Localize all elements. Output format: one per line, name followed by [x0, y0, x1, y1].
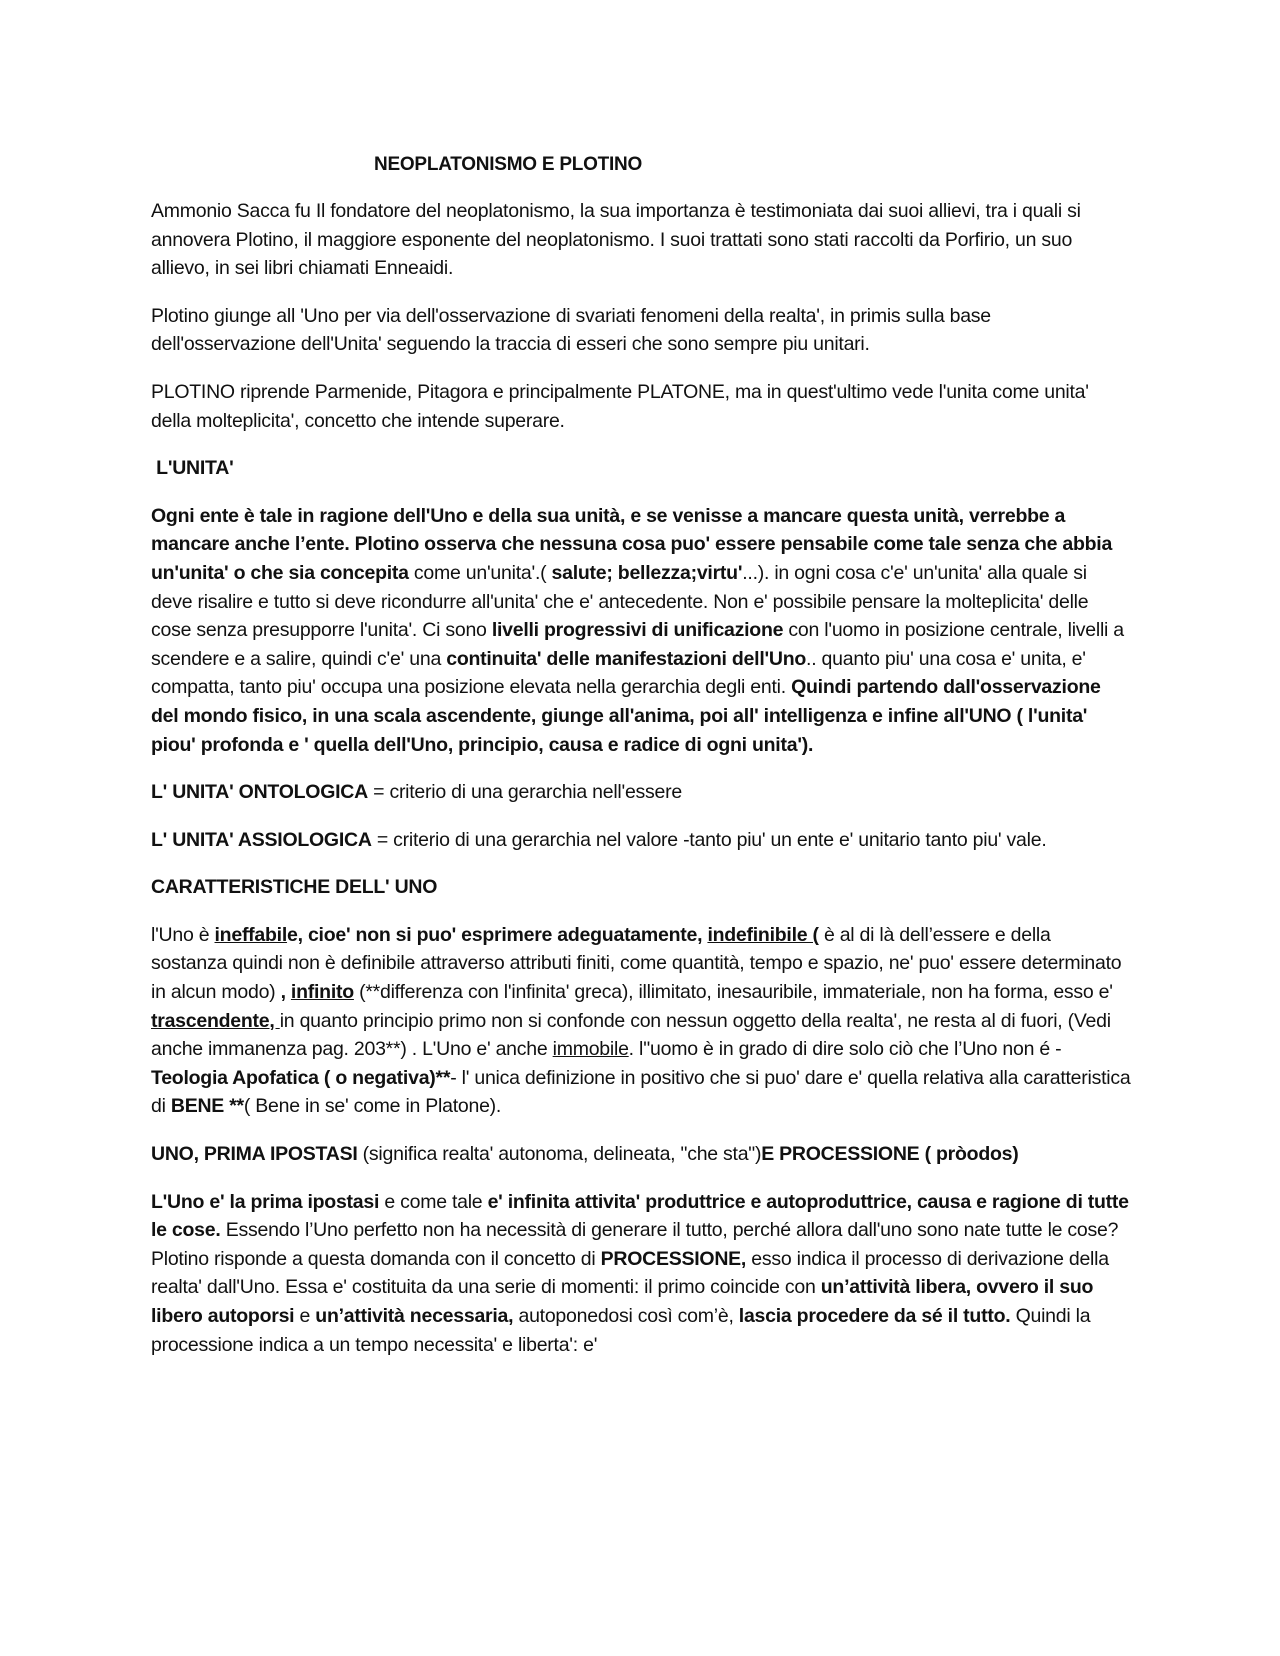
paragraph-plotino-platone: PLOTINO riprende Parmenide, Pitagora e principalmente PLATONE, ma in quest'ultimo vede l'unita come unita' della molteplicita', concetto che intende superare.: [151, 380, 1089, 432]
document-title: NEOPLATONISMO E PLOTINO: [374, 154, 643, 175]
paragraph-unita-ontologica: L' UNITA' ONTOLOGICA = criterio di una gerarchia nell'essere: [151, 781, 682, 804]
paragraph-caratteristiche: l'Uno è ineffabile, cioe' non si puo' esprimere adeguatamente, indefinibile ( è al di là dell’essere e della sostanza quindi non è definibile attraverso attributi finiti, come quantità, tempo e spazio, ne' puo' essere determinato in alcun modo) , infinito (**differenza con l'infinita' greca), illimitato, inesauribile, immateriale, non ha forma, esso e' trascendente, in quanto principio primo non si confonde con nessun oggetto della realta', ne resta al di fuori, (Vedi anche immanenza pag. 203**) . L'Uno e' anche immobile. l''uomo è in grado di dire solo ciò che l’Uno non é - Teologia Apofatica ( o negativa)**- l' unica definizione in positivo che si puo' dare e' quella relativa alla caratteristica di BENE **( Bene in se' come in Platone).: [151, 923, 1131, 1118]
heading-unita: L'UNITA': [151, 457, 234, 480]
paragraph-ipostasi: L'Uno e' la prima ipostasi e come tale e' infinita attivita' produttrice e autoproduttrice, causa e ragione di tutte le cose. Essendo l’Uno perfetto non ha necessità di generare il tutto, perché allora dall'uno sono nate tutte le cose? Plotino risponde a questa domanda con il concetto di PROCESSIONE, esso indica il processo di derivazione della realta' dall'Uno. Essa e' costituita da una serie di momenti: il primo coincide con un’attività libera, ovvero il suo libero autoporsi e un’attività necessaria, autoponedosi così com’è, lascia procedere da sé il tutto. Quindi la processione indica a un tempo necessita' e liberta': e': [151, 1190, 1129, 1356]
paragraph-plotino-uno: Plotino giunge all 'Uno per via dell'osservazione di svariati fenomeni della realta', in primis sulla base dell'osservazione dell'Unita' seguendo la traccia di esseri che sono sempre piu unitari.: [151, 304, 991, 356]
heading-caratteristiche: CARATTERISTICHE DELL' UNO: [151, 876, 438, 899]
heading-ipostasi: UNO, PRIMA IPOSTASI (significa realta' autonoma, delineata, "che sta")E PROCESSIONE ( pròodos): [151, 1143, 1019, 1166]
document-page: [151, 152, 1131, 1378]
paragraph-ammonio: Ammonio Sacca fu Il fondatore del neoplatonismo, la sua importanza è testimoniata dai suoi allievi, tra i quali si annovera Plotino, il maggiore esponente del neoplatonismo. I suoi trattati sono stati raccolti da Porfirio, un suo allievo, in sei libri chiamati Enneaidi.: [151, 200, 1081, 280]
paragraph-unita: Ogni ente è tale in ragione dell'Uno e della sua unità, e se venisse a mancare questa unità, verrebbe a mancare anche l’ente. Plotino osserva che nessuna cosa puo' essere pensabile come tale senza che abbia un'unita' o che sia concepita come un'unita'.( salute; bellezza;virtu'...). in ogni cosa c'e' un'unita' alla quale si deve risalire e tutto si deve ricondurre all'unita' che e' antecedente. Non e' possibile pensare la molteplicita' delle cose senza presupporre l'unita'. Ci sono livelli progressivi di unificazione con l'uomo in posizione centrale, livelli a scendere e a salire, quindi c'e' una continuita' delle manifestazioni dell'Uno.. quanto piu' una cosa e' unita, e' compatta, tanto piu' occupa una posizione elevata nella gerarchia degli enti. Quindi partendo dall'osservazione del mondo fisico, in una scala ascendente, giunge all'anima, poi all' intelligenza e infine all'UNO ( l'unita' piou' profonda e ' quella dell'Uno, principio, causa e radice di ogni unita').: [151, 504, 1124, 756]
paragraph-unita-assiologica: L' UNITA' ASSIOLOGICA = criterio di una gerarchia nel valore -tanto piu' un ente e' unitario tanto piu' vale.: [151, 828, 1047, 851]
